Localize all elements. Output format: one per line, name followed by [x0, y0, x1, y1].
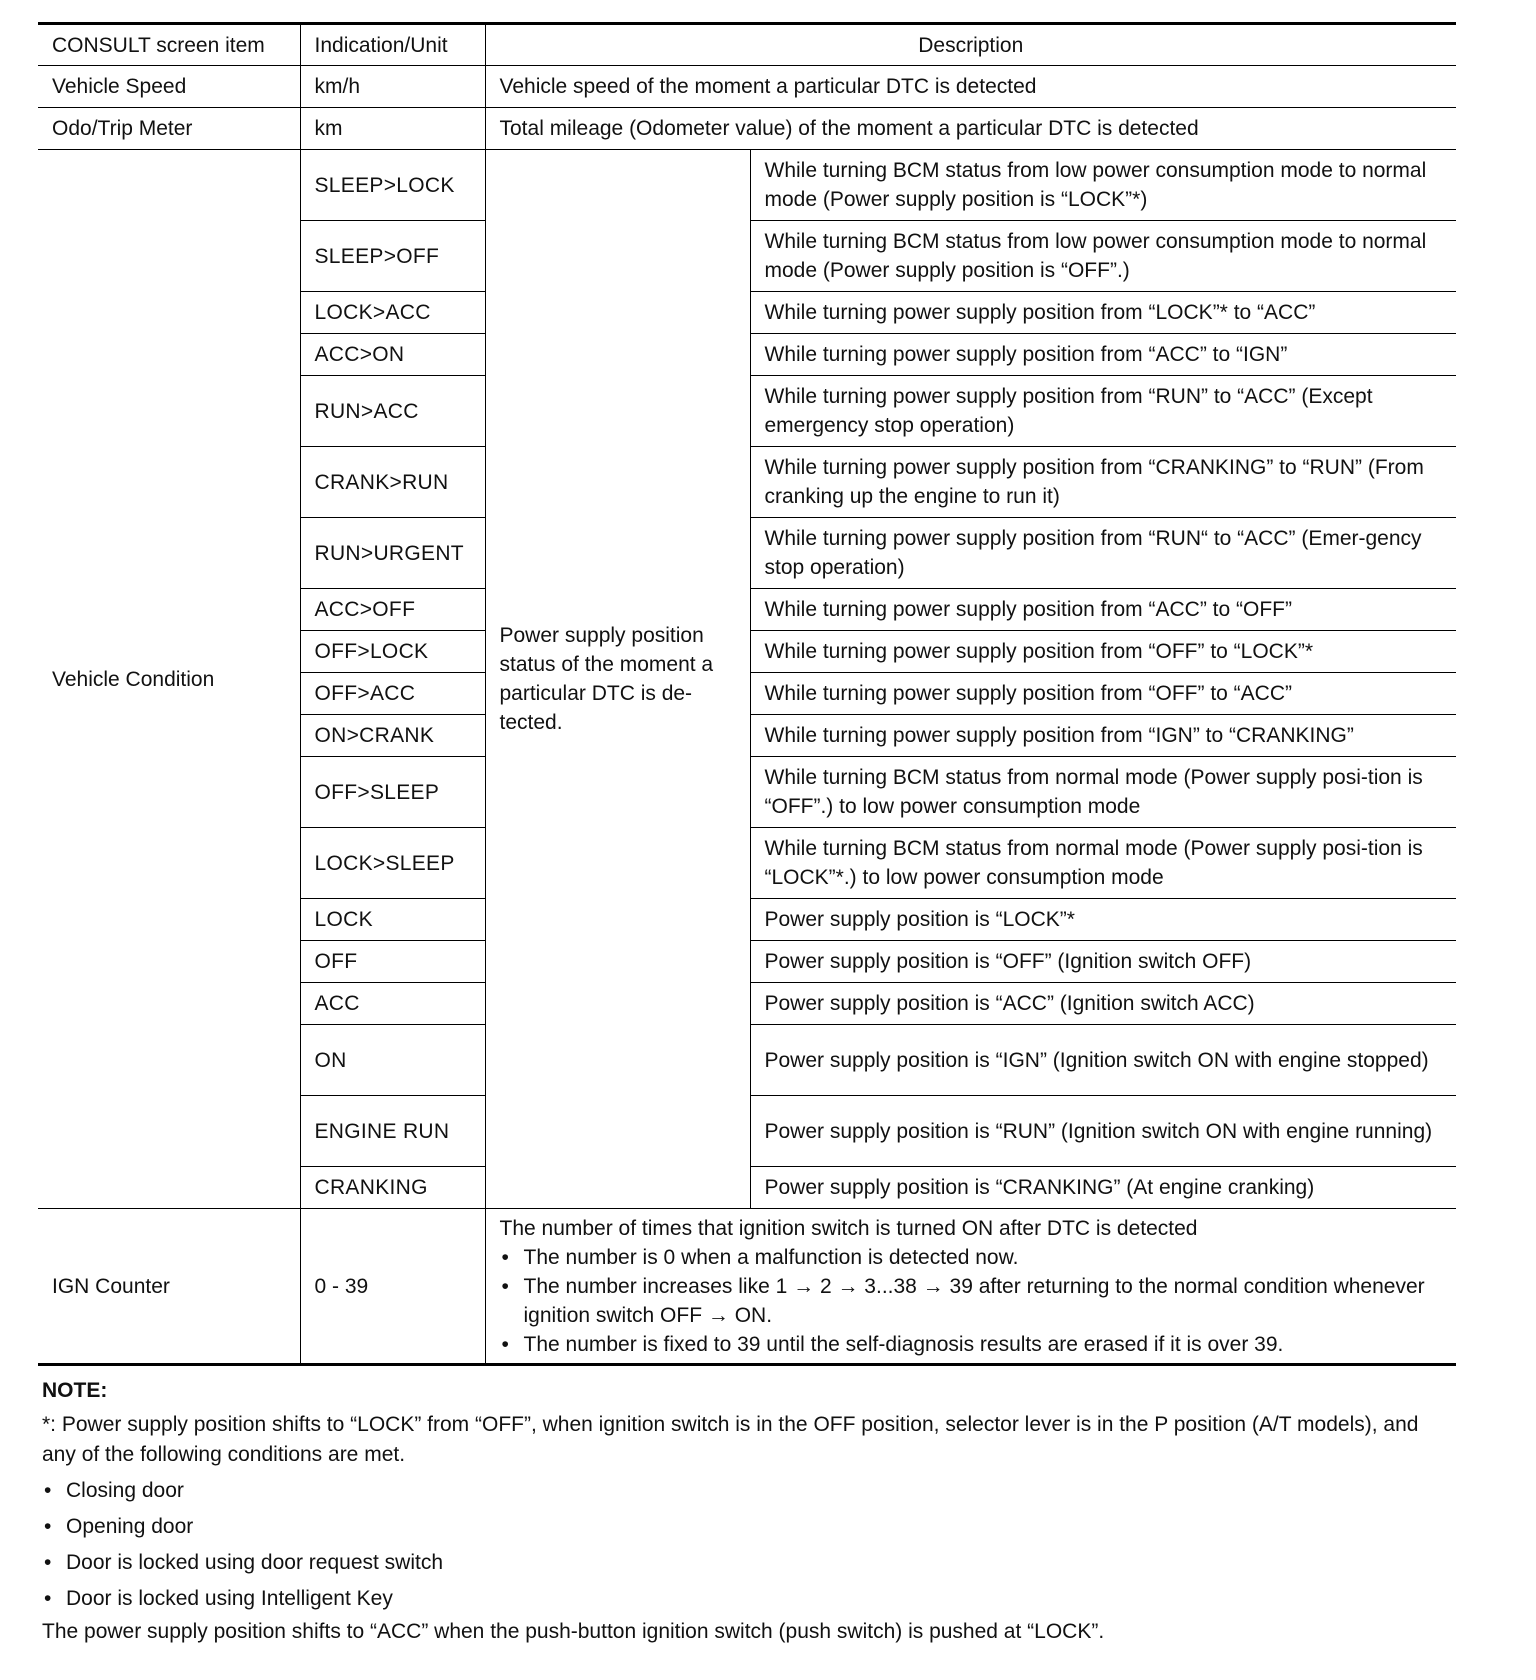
list-item: • Door is locked using Intelligent Key	[42, 1581, 1456, 1617]
header-item: CONSULT screen item	[38, 24, 300, 66]
table-row	[38, 150, 1456, 221]
row-description: While turning power supply position from “RUN” to “ACC” (Except emergency stop operation)	[750, 376, 1456, 447]
row-description: While turning power supply position from “LOCK”* to “ACC”	[750, 292, 1456, 334]
header-unit: Indication/Unit	[300, 24, 485, 66]
ign-intro-text: The number of times that ignition switch is turned ON after DTC is detected	[499, 1216, 1198, 1240]
row-description: Power supply position is “ACC” (Ignition switch ACC)	[750, 983, 1456, 1025]
note-text: *: Power supply position shifts to “LOCK” from “OFF”, when ignition switch is in the OFF position, selector lever is in the P position (A/T models), and any of the following conditions are met.	[42, 1413, 1419, 1466]
note-condition-list	[42, 1473, 1456, 1617]
list-item: • Door is locked using door request switch	[42, 1545, 1456, 1581]
row-indication: LOCK>ACC	[300, 292, 485, 334]
row-description: While turning BCM status from low power consumption mode to normal mode (Power supply position is “LOCK”*)	[750, 150, 1456, 221]
row-indication: CRANK>RUN	[300, 447, 485, 518]
row-description: Power supply position is “LOCK”*	[750, 899, 1456, 941]
consult-data-table	[38, 22, 1456, 1366]
row-indication: ENGINE RUN	[300, 1096, 485, 1167]
list-item: • Opening door	[42, 1509, 1456, 1545]
row-indication: RUN>URGENT	[300, 518, 485, 589]
row-description: Power supply position is “RUN” (Ignition switch ON with engine running)	[750, 1096, 1456, 1167]
table-row	[38, 1209, 1456, 1365]
row-description: While turning power supply position from “RUN“ to “ACC” (Emer-gency stop operation)	[750, 518, 1456, 589]
row-description: While turning BCM status from normal mode (Power supply posi-tion is “OFF”.) to low power consumption mode	[750, 757, 1456, 828]
document	[38, 22, 1456, 1647]
note-title: NOTE:	[42, 1379, 108, 1402]
row-indication: OFF>ACC	[300, 673, 485, 715]
header-description: Description	[485, 24, 1456, 66]
row-indication: RUN>ACC	[300, 376, 485, 447]
note-footer: The power supply position shifts to “ACC” when the push-button ignition switch (push switch) is pushed at “LOCK”.	[42, 1620, 1105, 1643]
row-indication: SLEEP>OFF	[300, 221, 485, 292]
ign-bullet-list	[500, 1243, 1443, 1359]
row-description: While turning BCM status from normal mode (Power supply posi-tion is “LOCK”*.) to low power consumption mode	[750, 828, 1456, 899]
row-description: Total mileage (Odometer value) of the moment a particular DTC is detected	[485, 108, 1456, 150]
row-item: Vehicle Speed	[38, 66, 300, 108]
row-item: Vehicle Condition	[38, 150, 300, 1209]
row-item: Odo/Trip Meter	[38, 108, 300, 150]
list-item: • The number is fixed to 39 until the self-diagnosis results are erased if it is over 39.	[500, 1330, 1443, 1359]
row-description: Power supply position is “CRANKING” (At engine cranking)	[750, 1167, 1456, 1209]
table-header-row	[38, 24, 1456, 66]
table-row	[38, 66, 1456, 108]
row-indication: ACC>OFF	[300, 589, 485, 631]
row-description: While turning BCM status from low power consumption mode to normal mode (Power supply position is “OFF”.)	[750, 221, 1456, 292]
row-item: IGN Counter	[38, 1209, 300, 1365]
row-unit: km/h	[300, 66, 485, 108]
row-indication: ACC	[300, 983, 485, 1025]
row-indication: ON>CRANK	[300, 715, 485, 757]
row-description: Power supply position is “IGN” (Ignition switch ON with engine stopped)	[750, 1025, 1456, 1096]
note-section	[38, 1372, 1456, 1647]
condition-summary: Power supply position status of the moment a particular DTC is de-tected.	[485, 150, 750, 1209]
list-item: • Closing door	[42, 1473, 1456, 1509]
row-unit: km	[300, 108, 485, 150]
row-description: While turning power supply position from “IGN” to “CRANKING”	[750, 715, 1456, 757]
row-indication: OFF	[300, 941, 485, 983]
row-indication: SLEEP>LOCK	[300, 150, 485, 221]
row-unit: 0 - 39	[300, 1209, 485, 1365]
row-description: While turning power supply position from “ACC” to “IGN”	[750, 334, 1456, 376]
row-description: While turning power supply position from “OFF” to “LOCK”*	[750, 631, 1456, 673]
list-item: • The number increases like 1 → 2 → 3...38 → 39 after returning to the normal condition whenever ignition switch OFF → ON.	[500, 1272, 1443, 1330]
row-description: While turning power supply position from “CRANKING” to “RUN” (From cranking up the engine to run it)	[750, 447, 1456, 518]
row-description: Power supply position is “OFF” (Ignition switch OFF)	[750, 941, 1456, 983]
row-description	[485, 1209, 1456, 1365]
list-item: • The number is 0 when a malfunction is detected now.	[500, 1243, 1443, 1272]
row-indication: LOCK>SLEEP	[300, 828, 485, 899]
row-indication: ACC>ON	[300, 334, 485, 376]
row-description: While turning power supply position from “ACC” to “OFF”	[750, 589, 1456, 631]
row-indication: ON	[300, 1025, 485, 1096]
row-description: While turning power supply position from “OFF” to “ACC”	[750, 673, 1456, 715]
row-indication: OFF>LOCK	[300, 631, 485, 673]
row-indication: LOCK	[300, 899, 485, 941]
row-indication: CRANKING	[300, 1167, 485, 1209]
table-row	[38, 108, 1456, 150]
row-description: Vehicle speed of the moment a particular DTC is detected	[485, 66, 1456, 108]
row-indication: OFF>SLEEP	[300, 757, 485, 828]
